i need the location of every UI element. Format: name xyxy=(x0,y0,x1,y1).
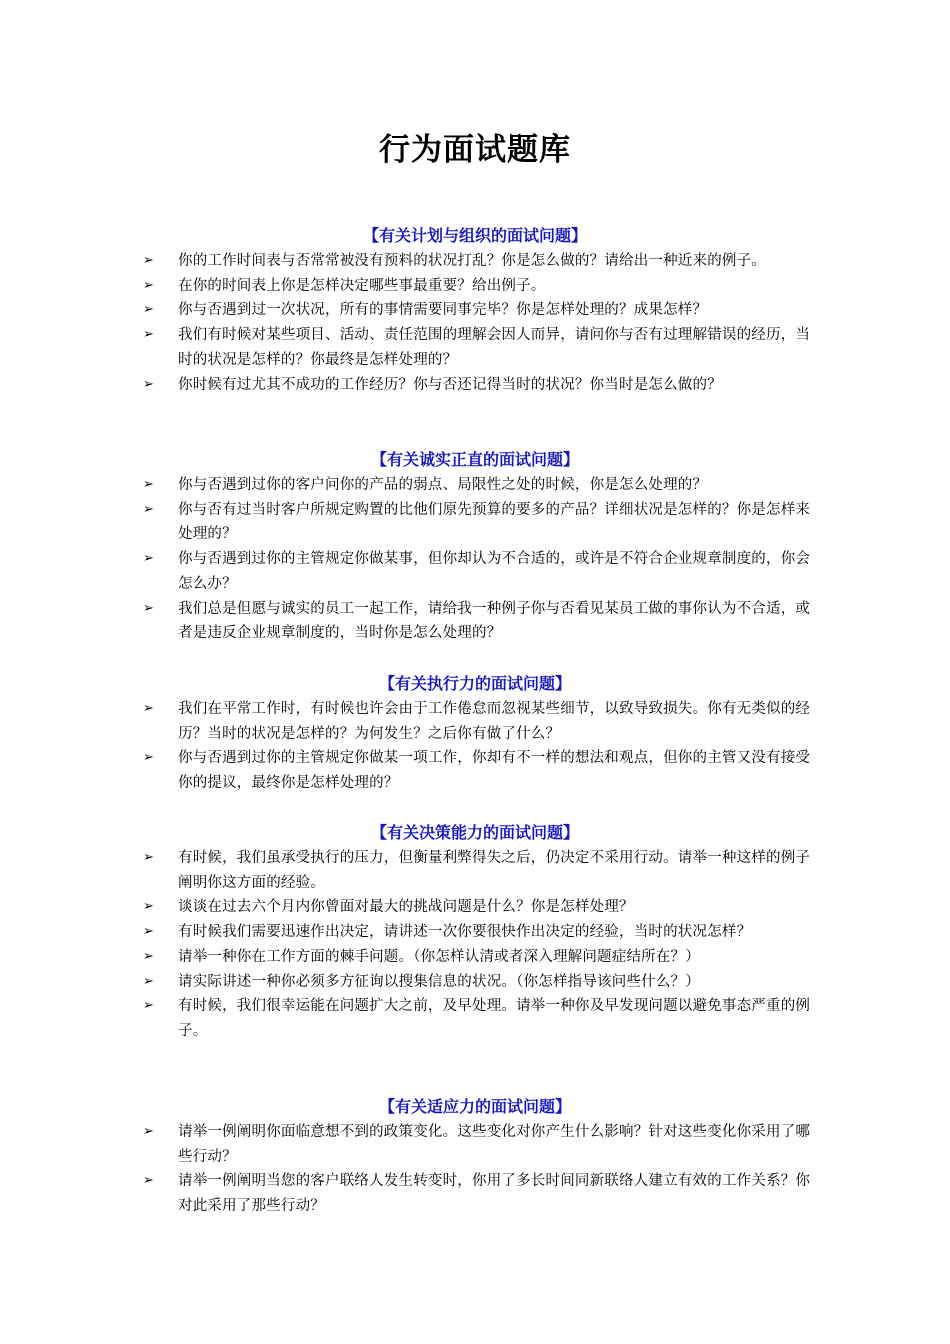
section-integrity xyxy=(0,448,950,646)
question-text: 我们有时候对某些项目、活动、责任范围的理解会因人而异，请问你与否有过理解错误的经历，当时的状况是怎样的？你最终是怎样处理的？ xyxy=(178,327,811,368)
arrow-bullet-icon: ➢ xyxy=(143,701,155,716)
question-list xyxy=(0,846,950,1044)
question-text: 请举一例阐明你面临意想不到的政策变化。这些变化对你产生什么影响？针对这些变化你采用了哪些行动？ xyxy=(178,1124,811,1165)
list-item xyxy=(0,1120,818,1169)
question-text: 你与否遇到过你的主管规定你做某事，但你却认为不合适的，或许是不符合企业规章制度的，你会怎么办？ xyxy=(178,551,811,592)
question-text: 你与否遇到过你的客户问你的产品的弱点、局限性之处的时候，你是怎么处理的？ xyxy=(178,477,708,493)
arrow-bullet-icon: ➢ xyxy=(143,924,155,940)
arrow-bullet-icon: ➢ xyxy=(143,1173,155,1189)
arrow-bullet-icon: ➢ xyxy=(143,327,155,343)
arrow-bullet-icon: ➢ xyxy=(143,477,155,492)
list-item xyxy=(0,498,818,547)
list-item xyxy=(0,373,818,398)
list-item xyxy=(0,597,818,646)
question-text: 我们总是但愿与诚实的员工一起工作，请给我一种例子你与否看见某员工做的事你认为不合适，或者是违反企业规章制度的，当时你是怎么处理的？ xyxy=(178,600,811,642)
arrow-bullet-icon: ➢ xyxy=(143,600,155,616)
question-text: 请实际讲述一种你必须多方征询以搜集信息的状况。（你怎样指导该问些什么？） xyxy=(178,973,700,990)
section-execution xyxy=(0,672,950,796)
question-text: 你与否有过当时客户所规定购置的比他们原先预算的要多的产品？详细状况是怎样的？你是怎样来处理的？ xyxy=(178,501,811,543)
arrow-bullet-icon: ➢ xyxy=(143,302,155,318)
question-list xyxy=(0,1120,950,1219)
question-text: 请举一种你在工作方面的棘手问题。（你怎样认清或者深入理解问题症结所在？） xyxy=(178,948,700,965)
arrow-bullet-icon: ➢ xyxy=(143,501,155,517)
question-text: 在你的时间表上你是怎样决定哪些事最重要？给出例子。 xyxy=(178,277,546,294)
arrow-bullet-icon: ➢ xyxy=(143,551,155,567)
list-item xyxy=(0,298,818,323)
question-list xyxy=(0,473,950,646)
list-item xyxy=(0,945,818,970)
section-heading: 【有关执行力的面试问题】 xyxy=(378,674,571,693)
list-item xyxy=(0,746,818,795)
question-text: 有时候，我们很幸运能在问题扩大之前，及早处理。请举一种你及早发现问题以避免事态严重的例子。 xyxy=(178,998,811,1039)
list-item xyxy=(0,274,818,299)
section-decision xyxy=(0,821,950,1044)
page-title: 行为面试题库 xyxy=(379,132,571,168)
question-text: 谈谈在过去六个月内你曾面对最大的挑战问题是什么？你是怎样处理？ xyxy=(178,899,634,916)
question-list xyxy=(0,697,950,796)
question-text: 我们在平常工作时，有时候也许会由于工作倦怠而忽视某些细节，以致导致损失。你有无类似的经历？当时的状况是怎样的？为何发生？之后你有做了什么？ xyxy=(178,701,811,742)
arrow-bullet-icon: ➢ xyxy=(143,850,155,865)
list-item xyxy=(0,547,818,596)
question-text: 请举一例阐明当您的客户联络人发生转变时，你用了多长时间同新联络人建立有效的工作关系？你对此采用了那些行动？ xyxy=(178,1173,811,1215)
question-text: 有时候我们需要迅速作出决定，请讲述一次你要很快作出决定的经验，当时的状况怎样？ xyxy=(178,924,752,941)
arrow-bullet-icon: ➢ xyxy=(143,750,155,766)
list-item xyxy=(0,697,818,746)
list-item xyxy=(0,473,818,498)
list-item xyxy=(0,249,818,274)
arrow-bullet-icon: ➢ xyxy=(143,376,155,392)
arrow-bullet-icon: ➢ xyxy=(143,899,155,915)
section-adaptability xyxy=(0,1095,950,1219)
list-item xyxy=(0,970,818,995)
section-heading: 【有关适应力的面试问题】 xyxy=(378,1097,571,1116)
list-item xyxy=(0,323,818,372)
arrow-bullet-icon: ➢ xyxy=(143,948,155,964)
arrow-bullet-icon: ➢ xyxy=(143,277,155,293)
question-list xyxy=(0,249,950,397)
list-item xyxy=(0,994,818,1043)
section-planning xyxy=(0,224,950,397)
question-text: 有时候，我们虽承受执行的压力，但衡量利弊得失之后，仍决定不采用行动。请举一种这样的例子阐明你这方面的经验。 xyxy=(178,850,811,891)
arrow-bullet-icon: ➢ xyxy=(143,1124,155,1139)
list-item xyxy=(0,846,818,895)
list-item xyxy=(0,1169,818,1218)
section-heading: 【有关计划与组织的面试问题】 xyxy=(362,226,587,245)
question-text: 你与否遇到过一次状况，所有的事情需要同事完毕？你是怎样处理的？成果怎样？ xyxy=(178,302,708,319)
question-text: 你的工作时间表与否常常被没有预料的状况打乱？你是怎么做的？请给出一种近来的例子。 xyxy=(178,253,766,269)
question-text: 你与否遇到过你的主管规定你做某一项工作，你却有不一样的想法和观点，但你的主管又没有接受你的提议，最终你是怎样处理的？ xyxy=(178,750,811,792)
arrow-bullet-icon: ➢ xyxy=(143,998,155,1014)
list-item xyxy=(0,895,818,920)
section-heading: 【有关诚实正直的面试问题】 xyxy=(370,450,579,469)
list-item xyxy=(0,920,818,945)
section-heading: 【有关决策能力的面试问题】 xyxy=(370,823,579,842)
question-text: 你时候有过尤其不成功的工作经历？你与否还记得当时的状况？你当时是怎么做的？ xyxy=(178,376,722,393)
arrow-bullet-icon: ➢ xyxy=(143,253,155,268)
arrow-bullet-icon: ➢ xyxy=(143,973,155,989)
